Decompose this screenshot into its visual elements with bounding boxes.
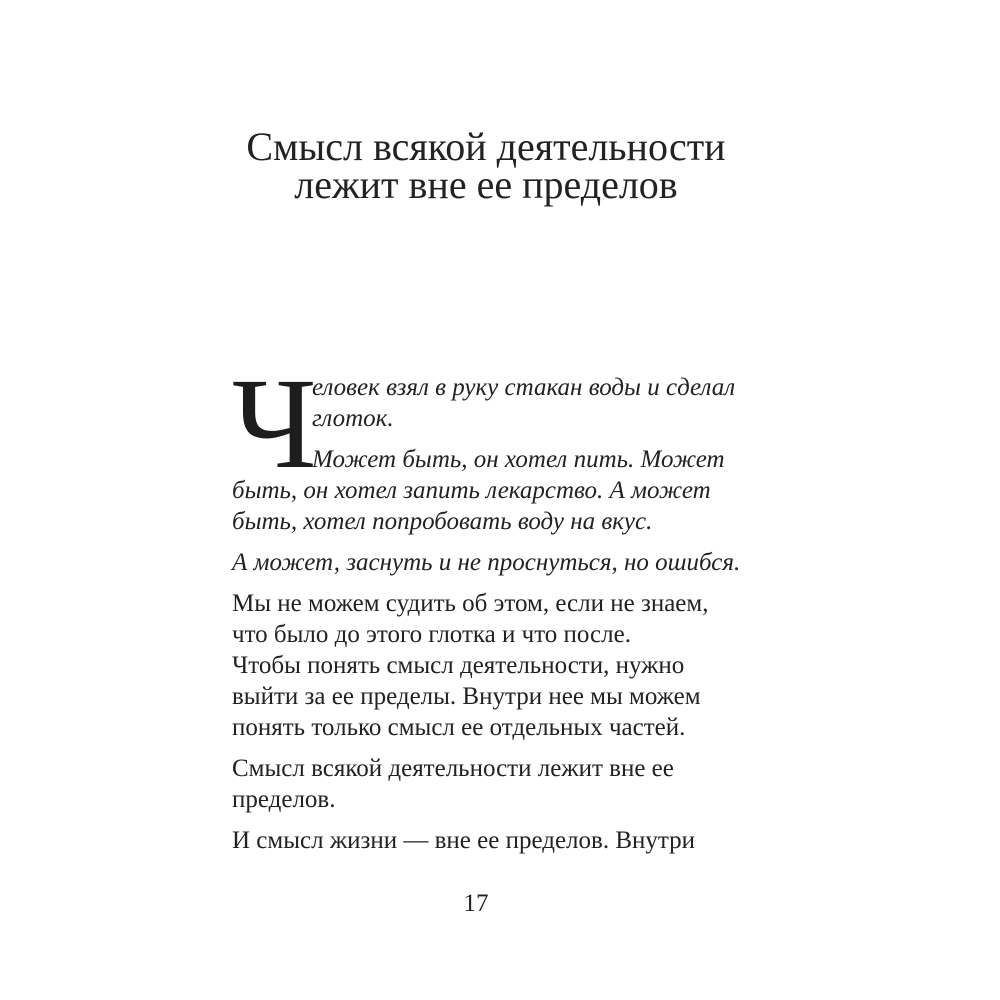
body-line: А может, заснуть и не проснуться, но ошибся. (232, 549, 741, 576)
body-text (232, 352, 741, 856)
chapter-title-line-1: Смысл всякой деятельности (246, 124, 726, 169)
body-line: еловек взял в руку стакан воды и сделал (312, 374, 736, 401)
body-line: И смысл жизни — вне ее пределов. Внутри (232, 827, 696, 854)
body-line: пределов. (232, 786, 336, 813)
body-line: выйти за ее пределы. Внутри нее мы можем (232, 683, 701, 710)
body-line: понять только смысл ее отдельных частей. (232, 714, 686, 741)
body-line: Смысл всякой деятельности лежит вне ее (232, 755, 674, 782)
body-line: быть, хотел попробовать воду на вкус. (232, 508, 653, 535)
chapter-title-line-2: лежит вне ее пределов (294, 162, 678, 207)
page-number: 17 (463, 890, 489, 917)
chapter-title (236, 124, 736, 207)
drop-cap: Ч (232, 352, 317, 496)
body-line: глоток. (312, 405, 394, 432)
body-line: Мы не можем судить об этом, если не знаем, (232, 590, 709, 617)
body-line: Чтобы понять смысл деятельности, нужно (232, 652, 685, 679)
body-line: быть, он хотел запить лекарство. А может (232, 477, 711, 504)
body-line: Может быть, он хотел пить. Может (312, 446, 725, 473)
body-line: что было до этого глотка и что после. (232, 621, 631, 648)
